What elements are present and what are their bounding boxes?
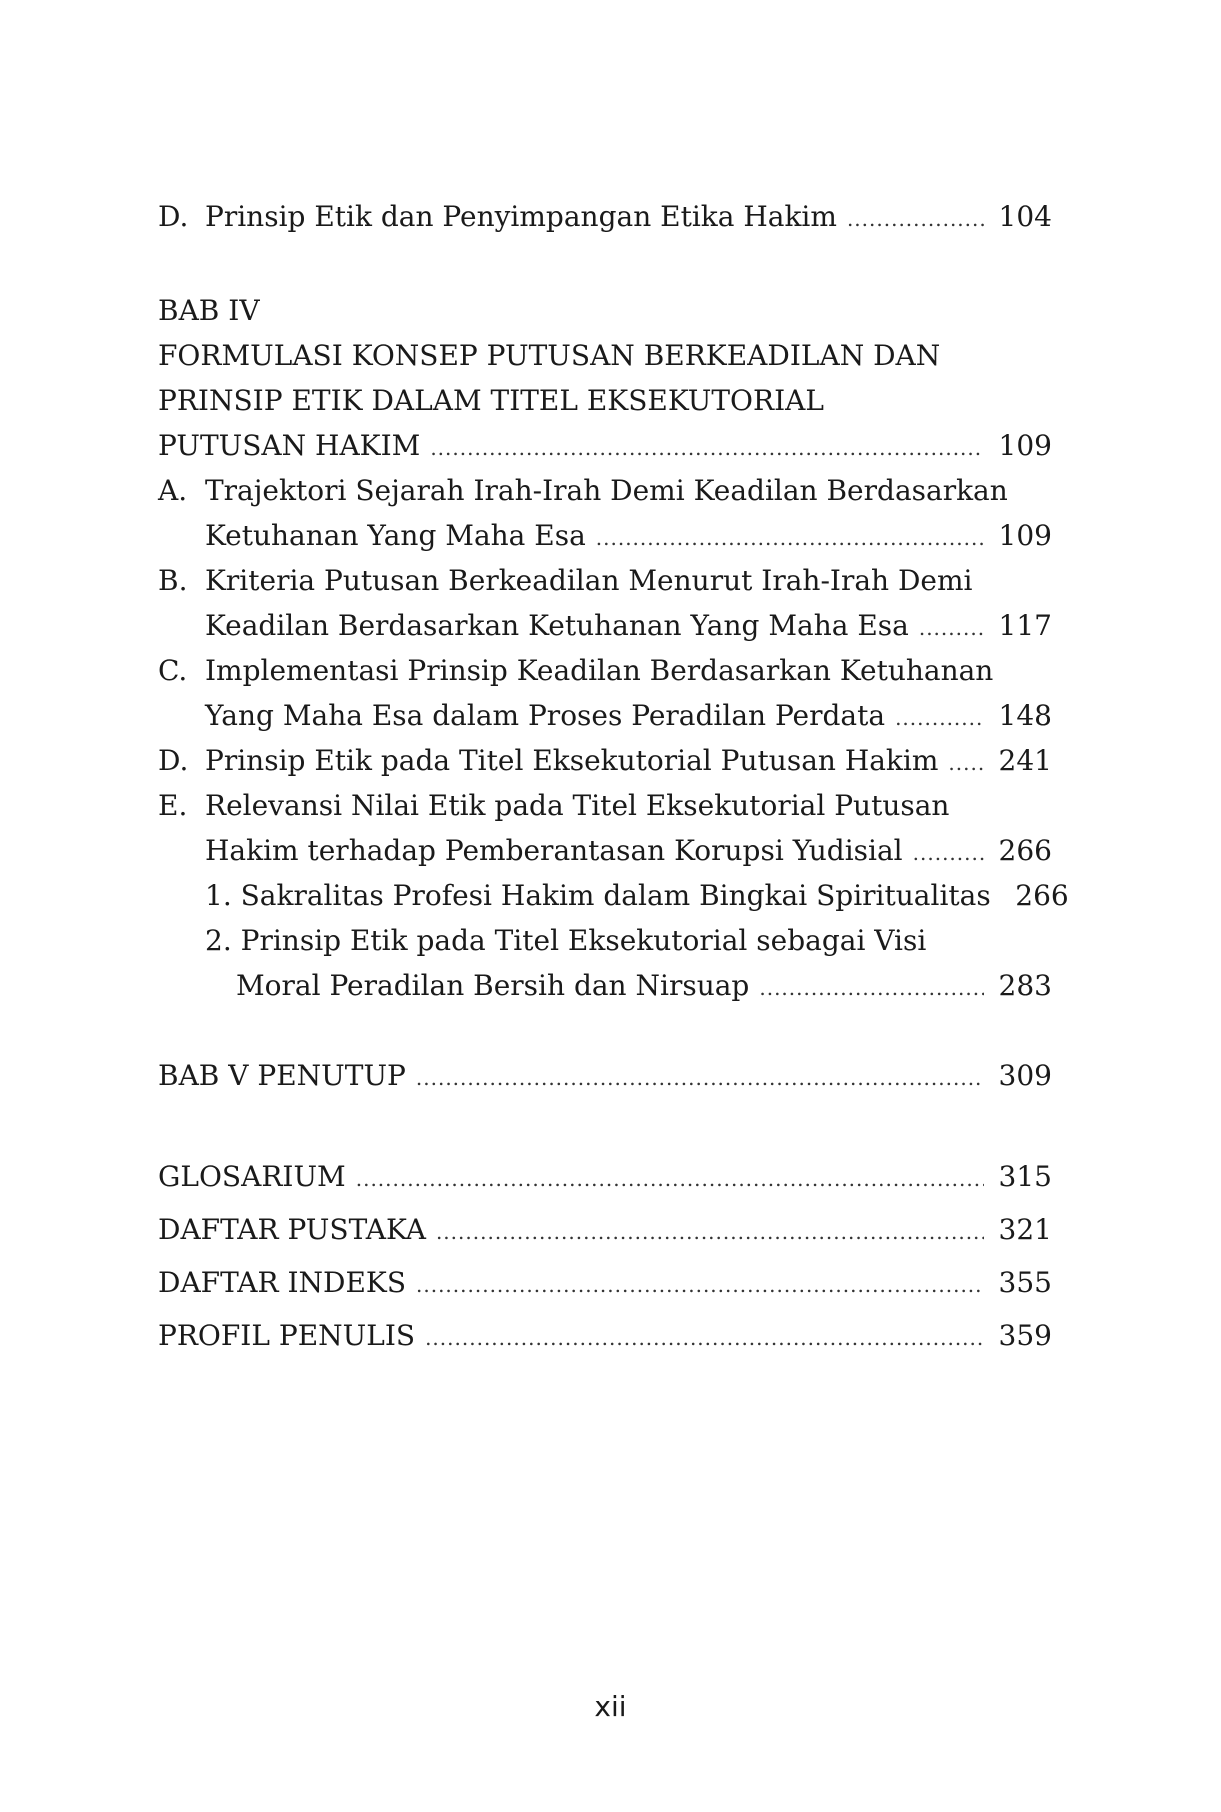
toc-entry-daftar-pustaka: DAFTAR PUSTAKA ..... 321	[158, 1203, 1052, 1256]
toc-entry-page: 241	[998, 744, 1052, 777]
dot-leader	[416, 1056, 984, 1101]
toc-entry-page: 148	[998, 699, 1052, 732]
toc-entry-page: 104	[998, 200, 1052, 233]
chapter-title-line-2: PRINSIP ETIK DALAM TITEL EKSEKUTORIAL	[158, 384, 824, 417]
dot-leader	[847, 197, 984, 242]
toc-entry-page: 283	[998, 969, 1052, 1002]
dot-leader	[596, 516, 984, 561]
dot-leader	[895, 696, 984, 741]
toc-entry-page: 266	[998, 834, 1052, 867]
dot-leader	[430, 426, 984, 471]
toc-entry-d: D. Prinsip Etik pada Titel Eksekutorial Putusan Hakim ..... 241	[158, 738, 1052, 783]
toc-entry-letter: A.	[158, 474, 188, 507]
toc-entry-page: 355	[998, 1266, 1052, 1299]
toc-entry-glosarium: GLOSARIUM ..... 315	[158, 1150, 1052, 1203]
toc-entry-daftar-indeks: DAFTAR INDEKS ..... 355	[158, 1256, 1052, 1309]
dot-leader	[356, 1153, 984, 1206]
dot-leader	[919, 606, 984, 651]
toc-entry-a-continued: Ketuhanan Yang Maha Esa ..... 109	[158, 513, 1052, 558]
dot-leader	[913, 831, 984, 876]
toc-entry-b-continued: Keadilan Berdasarkan Ketuhanan Yang Maha Esa ..... 117	[158, 603, 1052, 648]
toc-entry-b: B. Kriteria Putusan Berkeadilan Menurut Irah-Irah Demi	[158, 558, 1052, 603]
toc-entry-a: A. Trajektori Sejarah Irah-Irah Demi Keadilan Berdasarkan	[158, 468, 1052, 513]
toc-entry-letter: E.	[158, 789, 188, 822]
chapter-label-bab-iv: BAB IV	[158, 294, 260, 327]
toc-entry-d-previous	[158, 194, 1052, 239]
dot-leader	[425, 1312, 984, 1365]
toc-entry-letter: D.	[158, 200, 189, 233]
toc-entry-letter: C.	[158, 654, 188, 687]
toc-subentry-2-continued: Moral Peradilan Bersih dan Nirsuap ..... 283	[158, 963, 1052, 1008]
toc-entry-e-continued: Hakim terhadap Pemberantasan Korupsi Yudisial ..... 266	[158, 828, 1052, 873]
toc-entry-page: 321	[998, 1213, 1052, 1246]
toc-subentry-1: 1. Sakralitas Profesi Hakim dalam Bingkai Spiritualitas 266	[158, 873, 1052, 918]
toc-subentry-2: 2. Prinsip Etik pada Titel Eksekutorial sebagai Visi	[205, 924, 927, 957]
toc-entry-page: 117	[998, 609, 1052, 642]
dot-leader	[759, 966, 984, 1011]
toc-entry-c-continued: Yang Maha Esa dalam Proses Peradilan Perdata ..... 148	[158, 693, 1052, 738]
toc-entry-page: 109	[998, 429, 1052, 462]
toc-entry-page: 109	[998, 519, 1052, 552]
dot-leader	[948, 741, 984, 786]
page-number: xii	[594, 1690, 627, 1723]
toc-entry-profil-penulis: PROFIL PENULIS ..... 359	[158, 1309, 1052, 1362]
toc-entry-page: 359	[998, 1319, 1052, 1352]
toc-entry-c: C. Implementasi Prinsip Keadilan Berdasarkan Ketuhanan	[158, 648, 1052, 693]
table-of-contents	[158, 194, 1069, 1362]
toc-entry-text: Prinsip Etik dan Penyimpangan Etika Hakim	[205, 200, 837, 233]
dot-leader	[436, 1206, 984, 1259]
toc-entry-letter: D.	[158, 744, 189, 777]
dot-leader	[416, 1259, 984, 1312]
chapter-title-line-3: PUTUSAN HAKIM ..... 109	[158, 423, 1052, 468]
chapter-title-line-1: FORMULASI KONSEP PUTUSAN BERKEADILAN DAN	[158, 339, 941, 372]
toc-entry-e: E. Relevansi Nilai Etik pada Titel Eksekutorial Putusan	[158, 783, 1052, 828]
toc-entry-page: 315	[998, 1160, 1052, 1193]
toc-entry-page: 309	[998, 1059, 1052, 1092]
toc-entry-page: 266	[1015, 879, 1069, 912]
toc-entry-letter: B.	[158, 564, 188, 597]
toc-entry-bab-v: BAB V PENUTUP ..... 309	[158, 1053, 1052, 1098]
